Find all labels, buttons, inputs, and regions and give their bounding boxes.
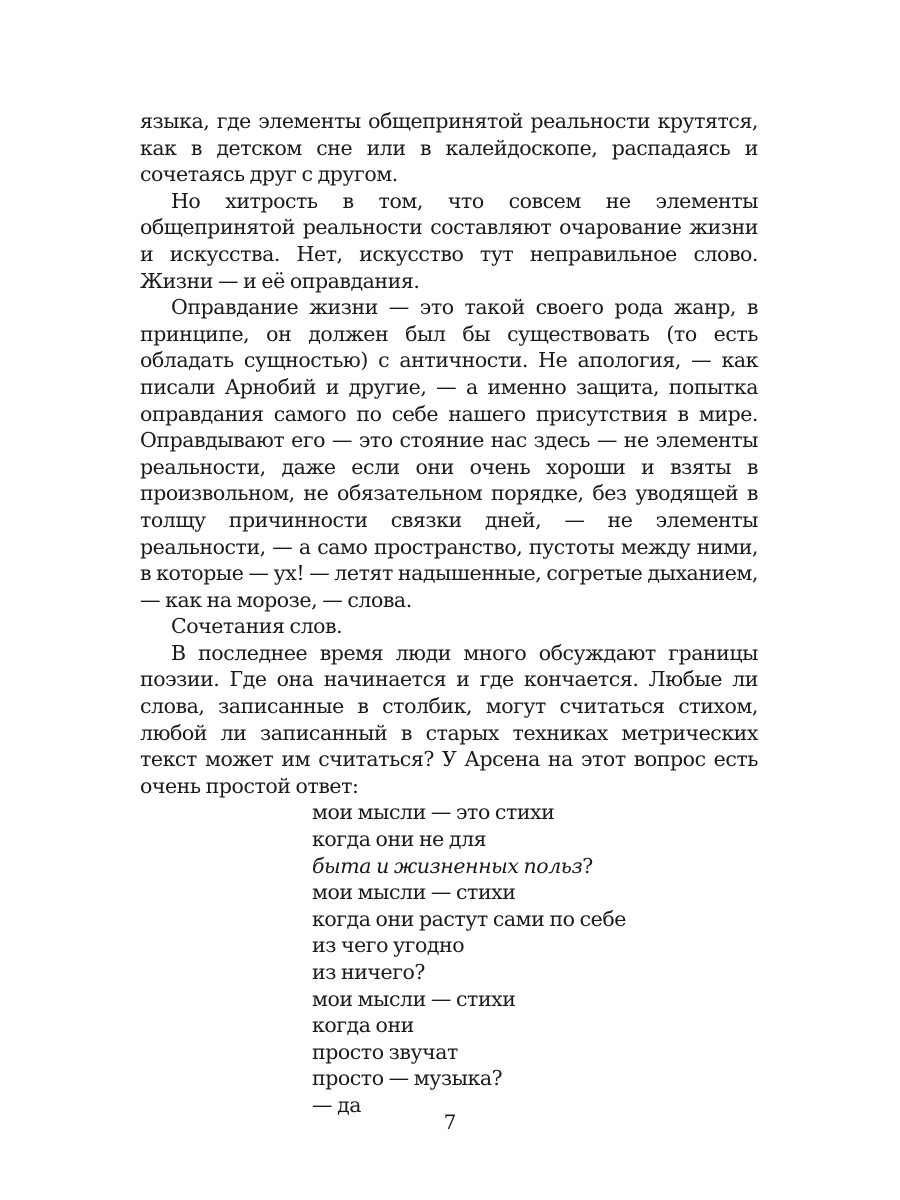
- paragraph: Оправдание жизни — это такой своего рода жанр, в принципе, он должен был бы существовать (то есть обладать сущностью) с античности. Не апология, — как писали Арнобий и другие, — а именно защита, попытка оправдания самого по себе нашего присутствия в мире. Оправдывают его — это стояние нас здесь — не элементы реальности, даже если они очень хороши и взяты в произвольном, не обязательном порядке, без уводящей в толщу причинности связки дней, — не элементы реальности, — а само пространство, пустоты между ними, в которые — ух! — летят надышенные, согретые дыханием, — как на морозе, — слова.: [140, 295, 758, 612]
- poem-line-italic: [312, 853, 758, 880]
- poem-line: когда они: [312, 1013, 414, 1038]
- poem-line: когда они растут сами по себе: [312, 906, 626, 931]
- poem-line-tail: ?: [582, 853, 593, 878]
- paragraph: В последнее время люди много обсуждают границы поэзии. Где она начинается и где кончается. Любые ли слова, записанные в столбик, могут считаться стихом, любой ли записанный в старых техниках метрических текст может им считаться? У Арсена на этот вопрос есть очень простой ответ:: [140, 640, 758, 798]
- paragraph: Сочетания слов.: [171, 614, 343, 639]
- paragraph: языка, где элементы общепринятой реальности крутятся, как в детском сне или в калейдоскопе, распадаясь и сочетаясь друг с другом.: [140, 109, 758, 187]
- poem: [312, 799, 758, 1118]
- poem-line: из ничего?: [312, 960, 425, 984]
- poem-line: когда они не для: [312, 827, 487, 852]
- poem-italic-phrase: быта и жизненных польз: [312, 853, 583, 878]
- body-text: [140, 108, 758, 1119]
- page-number: 7: [443, 1110, 457, 1134]
- poem-line: мои мысли — стихи: [312, 880, 516, 905]
- poem-line: мои мысли — стихи: [312, 986, 516, 1011]
- poem-line: просто — музыка?: [312, 1066, 503, 1091]
- paragraph: Но хитрость в том, что совсем не элементы общепринятой реальности составляют очарование жизни и искусства. Нет, искусство тут неправильное слово. Жизни — и её оправдания.: [140, 188, 758, 293]
- poem-line: из чего угодно: [312, 933, 465, 958]
- poem-line: — да: [312, 1092, 362, 1117]
- poem-line: просто звучат: [312, 1039, 458, 1064]
- poem-line: мои мысли — это стихи: [312, 800, 555, 825]
